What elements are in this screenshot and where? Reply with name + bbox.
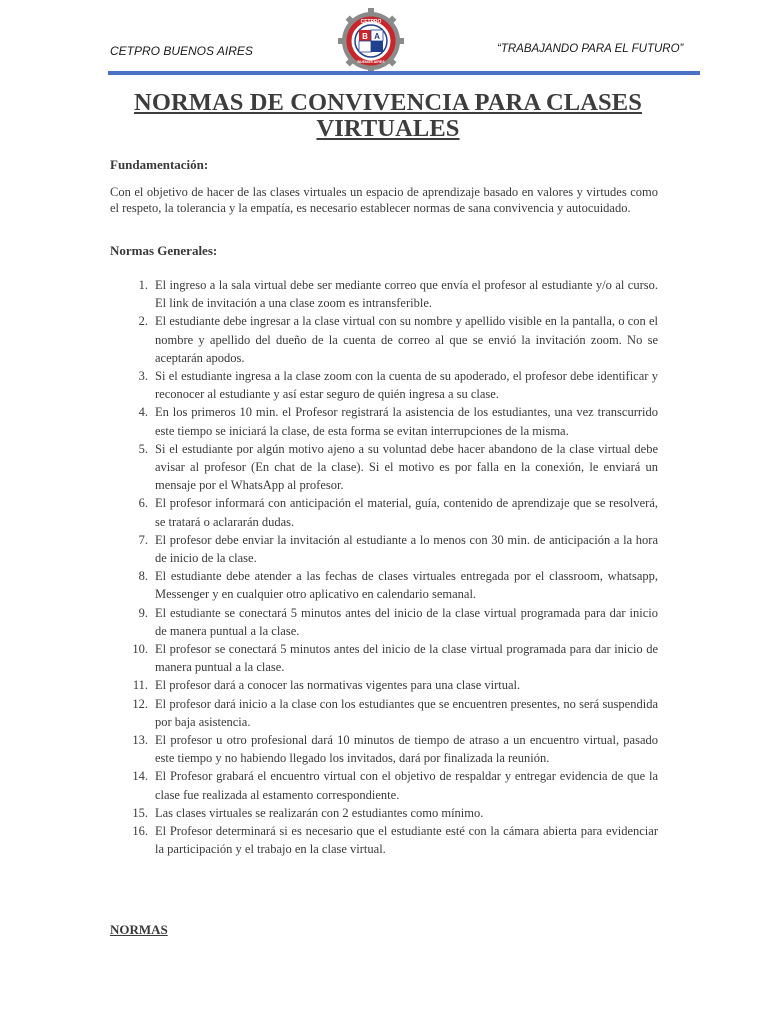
school-logo xyxy=(338,8,404,74)
rule-number: 7. xyxy=(138,532,148,547)
rule-number: 14. xyxy=(132,769,148,784)
rule-item xyxy=(110,731,658,767)
logo-letter-b: B xyxy=(362,32,368,41)
rule-text: El profesor dará inicio a la clase con los estudiantes que se encuentren presentes, no será suspendida por baja asistencia. xyxy=(155,696,658,729)
rule-item xyxy=(110,604,658,640)
rule-number: 6. xyxy=(138,496,148,511)
rule-number: 3. xyxy=(138,369,148,384)
rule-number: 4. xyxy=(138,405,148,420)
rule-text: El estudiante se conectará 5 minutos antes del inicio de la clase virtual programada para dar inicio de manera puntual a la clase. xyxy=(155,605,658,638)
rule-text: El Profesor grabará el encuentro virtual con el objetivo de respaldar y entregar evidencia de que la clase fue realizada al estamento correspondiente. xyxy=(155,769,658,802)
rule-number: 15. xyxy=(132,805,148,820)
rule-number: 11. xyxy=(132,678,148,693)
rule-item xyxy=(110,767,658,803)
rule-item xyxy=(110,804,658,822)
page-title: NORMAS DE CONVIVENCIA PARA CLASES VIRTUALES xyxy=(134,89,642,142)
rule-item xyxy=(110,822,658,858)
rule-number: 8. xyxy=(138,569,148,584)
rule-text: El ingreso a la sala virtual debe ser mediante correo que envía el profesor al estudiante y/o al curso. El link de invitación a una clase zoom es intransferible. xyxy=(155,278,658,311)
fundamentacion-text: Con el objetivo de hacer de las clases virtuales un espacio de aprendizaje basado en valores y virtudes como el respeto, la tolerancia y la empatía, es necesario establecer normas de sana convivencia y autocuidado. xyxy=(110,185,658,215)
rule-number: 2. xyxy=(138,314,148,329)
rule-item xyxy=(110,640,658,676)
rule-number: 5. xyxy=(138,441,148,456)
rule-item xyxy=(110,531,658,567)
rule-text: El profesor se conectará 5 minutos antes del inicio de la clase virtual programada para dar inicio de manera puntual a la clase. xyxy=(155,642,658,675)
rule-text: El profesor informará con anticipación el material, guía, contenido de aprendizaje que se resolverá, se tratará o aclararán dudas. xyxy=(155,496,658,529)
normas-generales-heading: Normas Generales: xyxy=(110,243,218,258)
rule-number: 1. xyxy=(138,278,148,292)
rule-number: 12. xyxy=(132,696,148,711)
rule-item xyxy=(110,695,658,731)
rule-item xyxy=(110,567,658,603)
rule-text: El profesor dará a conocer las normativas vigentes para una clase virtual. xyxy=(155,678,521,693)
rule-number: 9. xyxy=(138,605,148,620)
school-motto: “TRABAJANDO PARA EL FUTURO” xyxy=(497,43,684,55)
rule-number: 10. xyxy=(132,642,148,657)
rule-item xyxy=(110,494,658,530)
rule-text: El Profesor determinará si es necesario que el estudiante esté con la cámara abierta para evidenciar la participación y el trabajo en la clase virtual. xyxy=(155,824,658,857)
logo-top-text: CETPRO xyxy=(360,19,382,25)
rule-text: El estudiante debe ingresar a la clase virtual con su nombre y apellido visible en la pantalla, o con el nombre y apellido del dueño de la cuenta de correo al que se envió la invitación zoom. No se aceptarán apodos. xyxy=(155,314,658,365)
rules-list xyxy=(110,276,658,859)
rule-item xyxy=(110,440,658,495)
rule-text: El estudiante debe atender a las fechas de clases virtuales entregada por el classroom, whatsapp, Messenger y en cualquier otro aplicativo en calendario semanal. xyxy=(155,569,658,602)
rule-text: En los primeros 10 min. el Profesor registrará la asistencia de los estudiantes, una vez transcurrido este tiempo se iniciará la clase, de esta forma se evitan interrupciones de la misma. xyxy=(155,405,658,438)
rule-number: 16. xyxy=(132,824,148,839)
rule-item xyxy=(110,276,658,312)
institution-name: CETPRO BUENOS AIRES xyxy=(110,44,253,58)
logo-letter-a: A xyxy=(374,32,380,41)
normas-heading: NORMAS xyxy=(110,922,168,937)
logo-bottom-text: BUENOS AIRES xyxy=(357,60,385,64)
rule-item xyxy=(110,403,658,439)
rule-text: El profesor u otro profesional dará 10 minutos de tiempo de atraso a un encuentro virtual, pasado este tiempo y no habiendo llegado los invitados, dará por finalizada la reunión. xyxy=(155,733,658,766)
rule-number: 13. xyxy=(132,733,148,748)
rule-text: Si el estudiante por algún motivo ajeno a su voluntad debe hacer abandono de la clase virtual debe avisar al profesor (En chat de la clase). Si el motivo es por falla en la conexión, le enviará un mensaje por el WhatsApp al profesor. xyxy=(155,441,658,493)
rule-item xyxy=(110,676,658,694)
rule-text: El profesor debe enviar la invitación al estudiante a lo menos con 30 min. de anticipación a la hora de inicio de la clase. xyxy=(155,532,658,566)
rule-text: Si el estudiante ingresa a la clase zoom con la cuenta de su apoderado, el profesor debe identificar y reconocer al estudiante y así estar seguro de quién ingresa a su clase. xyxy=(155,369,658,402)
rule-item xyxy=(110,367,658,403)
rule-text: Las clases virtuales se realizarán con 2 estudiantes como mínimo. xyxy=(155,805,484,820)
fundamentacion-heading: Fundamentación: xyxy=(110,157,209,172)
rule-item xyxy=(110,312,658,367)
header-divider xyxy=(108,71,700,75)
